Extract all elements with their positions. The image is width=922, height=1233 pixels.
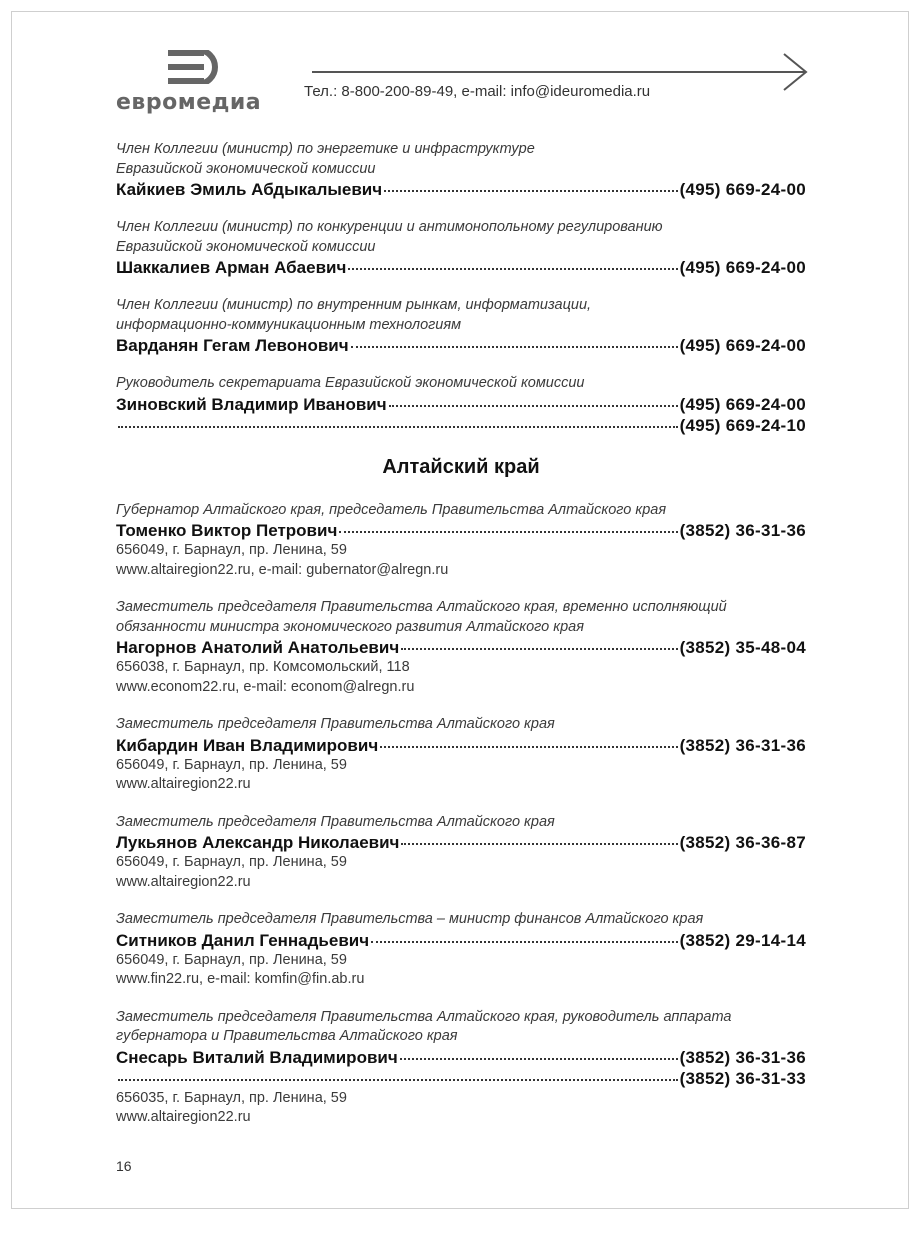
dot-leader xyxy=(118,412,678,428)
entry-role: Член Коллегии (министр) по энергетике и инфраструктуре Евразийской экономической комиссии xyxy=(116,141,535,177)
document-page xyxy=(11,11,909,1209)
directory-entry xyxy=(116,374,806,436)
entry-web: www.altairegion22.ru xyxy=(116,1109,251,1125)
entry-role: Член Коллегии (министр) по внутренним рынкам, информатизации, информационно-коммуникационным технологиям xyxy=(116,297,592,333)
entry-address: 656038, г. Барнаул, пр. Комсомольский, 118 xyxy=(116,659,410,675)
directory-entry xyxy=(116,598,806,697)
entry-address: 656049, г. Барнаул, пр. Ленина, 59 xyxy=(116,756,347,773)
dot-leader xyxy=(118,1065,678,1081)
entry-web: www.econom22.ru, e-mail: econom@alregn.ru xyxy=(116,678,415,695)
dot-leader xyxy=(384,176,677,192)
entry-name: Ситников Данил Геннадьевич xyxy=(116,930,370,950)
entry-name: Шаккалиев Арман Абаевич xyxy=(116,258,347,277)
entry-name: Томенко Виктор Петрович xyxy=(116,521,338,540)
dot-leader xyxy=(351,332,678,348)
directory-entry xyxy=(116,1008,806,1128)
dot-leader xyxy=(380,732,677,748)
entry-address: 656049, г. Барнаул, пр. Ленина, 59 xyxy=(116,951,347,968)
entry-name-row xyxy=(116,257,806,278)
entry-name: Нагорнов Анатолий Анатольевич xyxy=(116,638,400,657)
entry-role: Заместитель председателя Правительства Алтайского края, руководитель аппарата губернатора и Правительства Алтайского края xyxy=(116,1008,732,1044)
entry-address: 656049, г. Барнаул, пр. Ленина, 59 xyxy=(116,854,347,870)
entry-name-row xyxy=(116,335,806,356)
entry-phone-secondary: (3852) 36-31-33 xyxy=(679,1068,806,1088)
directory-entry xyxy=(116,140,806,200)
entry-name: Зиновский Владимир Иванович xyxy=(116,394,387,414)
entry-name-row xyxy=(116,832,806,853)
entry-phone-row xyxy=(116,415,806,436)
dot-leader xyxy=(371,927,677,943)
directory-entry xyxy=(116,501,806,581)
entry-role: Заместитель председателя Правительства Алтайского края xyxy=(116,716,555,732)
entry-name-row xyxy=(116,930,806,951)
entry-phone: (3852) 36-31-36 xyxy=(679,1047,806,1067)
entry-name-row xyxy=(116,520,806,541)
entry-address: 656049, г. Барнаул, пр. Ленина, 59 xyxy=(116,542,347,558)
entry-name: Кибардин Иван Владимирович xyxy=(116,735,379,755)
entry-phone: (3852) 35-48-04 xyxy=(679,638,806,657)
logo-wordmark: евромедиа xyxy=(116,90,262,115)
entry-role: Заместитель председателя Правительства – министр финансов Алтайского края xyxy=(116,911,704,927)
entry-phone: (495) 669-24-00 xyxy=(679,180,806,199)
entry-role: Заместитель председателя Правительства Алтайского края xyxy=(116,813,555,830)
logo-mark-icon xyxy=(168,50,228,84)
entry-phone: (3852) 29-14-14 xyxy=(679,930,806,950)
dot-leader xyxy=(400,1044,678,1060)
entry-phone: (3852) 36-36-87 xyxy=(679,833,806,852)
entry-web: www.altairegion22.ru xyxy=(116,873,251,890)
page-number: 16 xyxy=(116,1158,132,1174)
directory-entry xyxy=(116,296,806,356)
entry-name: Лукьянов Александр Николаевич xyxy=(116,833,400,852)
entry-name-row xyxy=(116,637,806,658)
entry-role: Руководитель секретариата Евразийской экономической комиссии xyxy=(116,375,585,391)
entry-web: www.altairegion22.ru, e-mail: gubernator@alregn.ru xyxy=(116,561,449,578)
entry-role: Член Коллегии (министр) по конкуренции и антимонопольному регулированию Евразийской экономической комиссии xyxy=(116,219,663,255)
entry-phone-row xyxy=(116,1068,806,1089)
directory-entry xyxy=(116,813,806,893)
dot-leader xyxy=(401,829,677,845)
directory-content xyxy=(116,140,806,1146)
entry-name-row xyxy=(116,179,806,200)
entry-role: Заместитель председателя Правительства Алтайского края, временно исполняющий обязанности министра экономического развития Алтайского края xyxy=(116,599,727,635)
directory-entry xyxy=(116,715,806,795)
dot-leader xyxy=(389,391,678,407)
dot-leader xyxy=(401,634,677,650)
dot-leader xyxy=(348,254,677,270)
section-title: Алтайский край xyxy=(382,455,540,478)
entry-web: www.altairegion22.ru xyxy=(116,776,251,792)
entry-role: Губернатор Алтайского края, председатель Правительства Алтайского края xyxy=(116,501,667,518)
entry-name: Снесарь Виталий Владимирович xyxy=(116,1047,398,1067)
entry-name-row xyxy=(116,735,806,756)
entry-address: 656035, г. Барнаул, пр. Ленина, 59 xyxy=(116,1089,347,1106)
entry-phone: (495) 669-24-00 xyxy=(679,258,806,277)
entry-phone: (3852) 36-31-36 xyxy=(679,521,806,540)
entry-phone: (495) 669-24-00 xyxy=(679,394,806,414)
entry-phone: (495) 669-24-00 xyxy=(679,336,806,355)
dot-leader xyxy=(339,517,677,533)
entry-phone: (3852) 36-31-36 xyxy=(679,735,806,755)
entry-web: www.fin22.ru, e-mail: komfin@fin.ab.ru xyxy=(116,971,365,987)
directory-entry xyxy=(116,910,806,990)
directory-entry xyxy=(116,218,806,278)
entry-name: Кайкиев Эмиль Абдыкалыевич xyxy=(116,180,383,199)
entry-phone-secondary: (495) 669-24-10 xyxy=(679,415,806,435)
entry-name: Варданян Гегам Левонович xyxy=(116,336,349,355)
publisher-contacts: Тел.: 8-800-200-89-49, e-mail: info@ideuromedia.ru xyxy=(304,83,651,100)
